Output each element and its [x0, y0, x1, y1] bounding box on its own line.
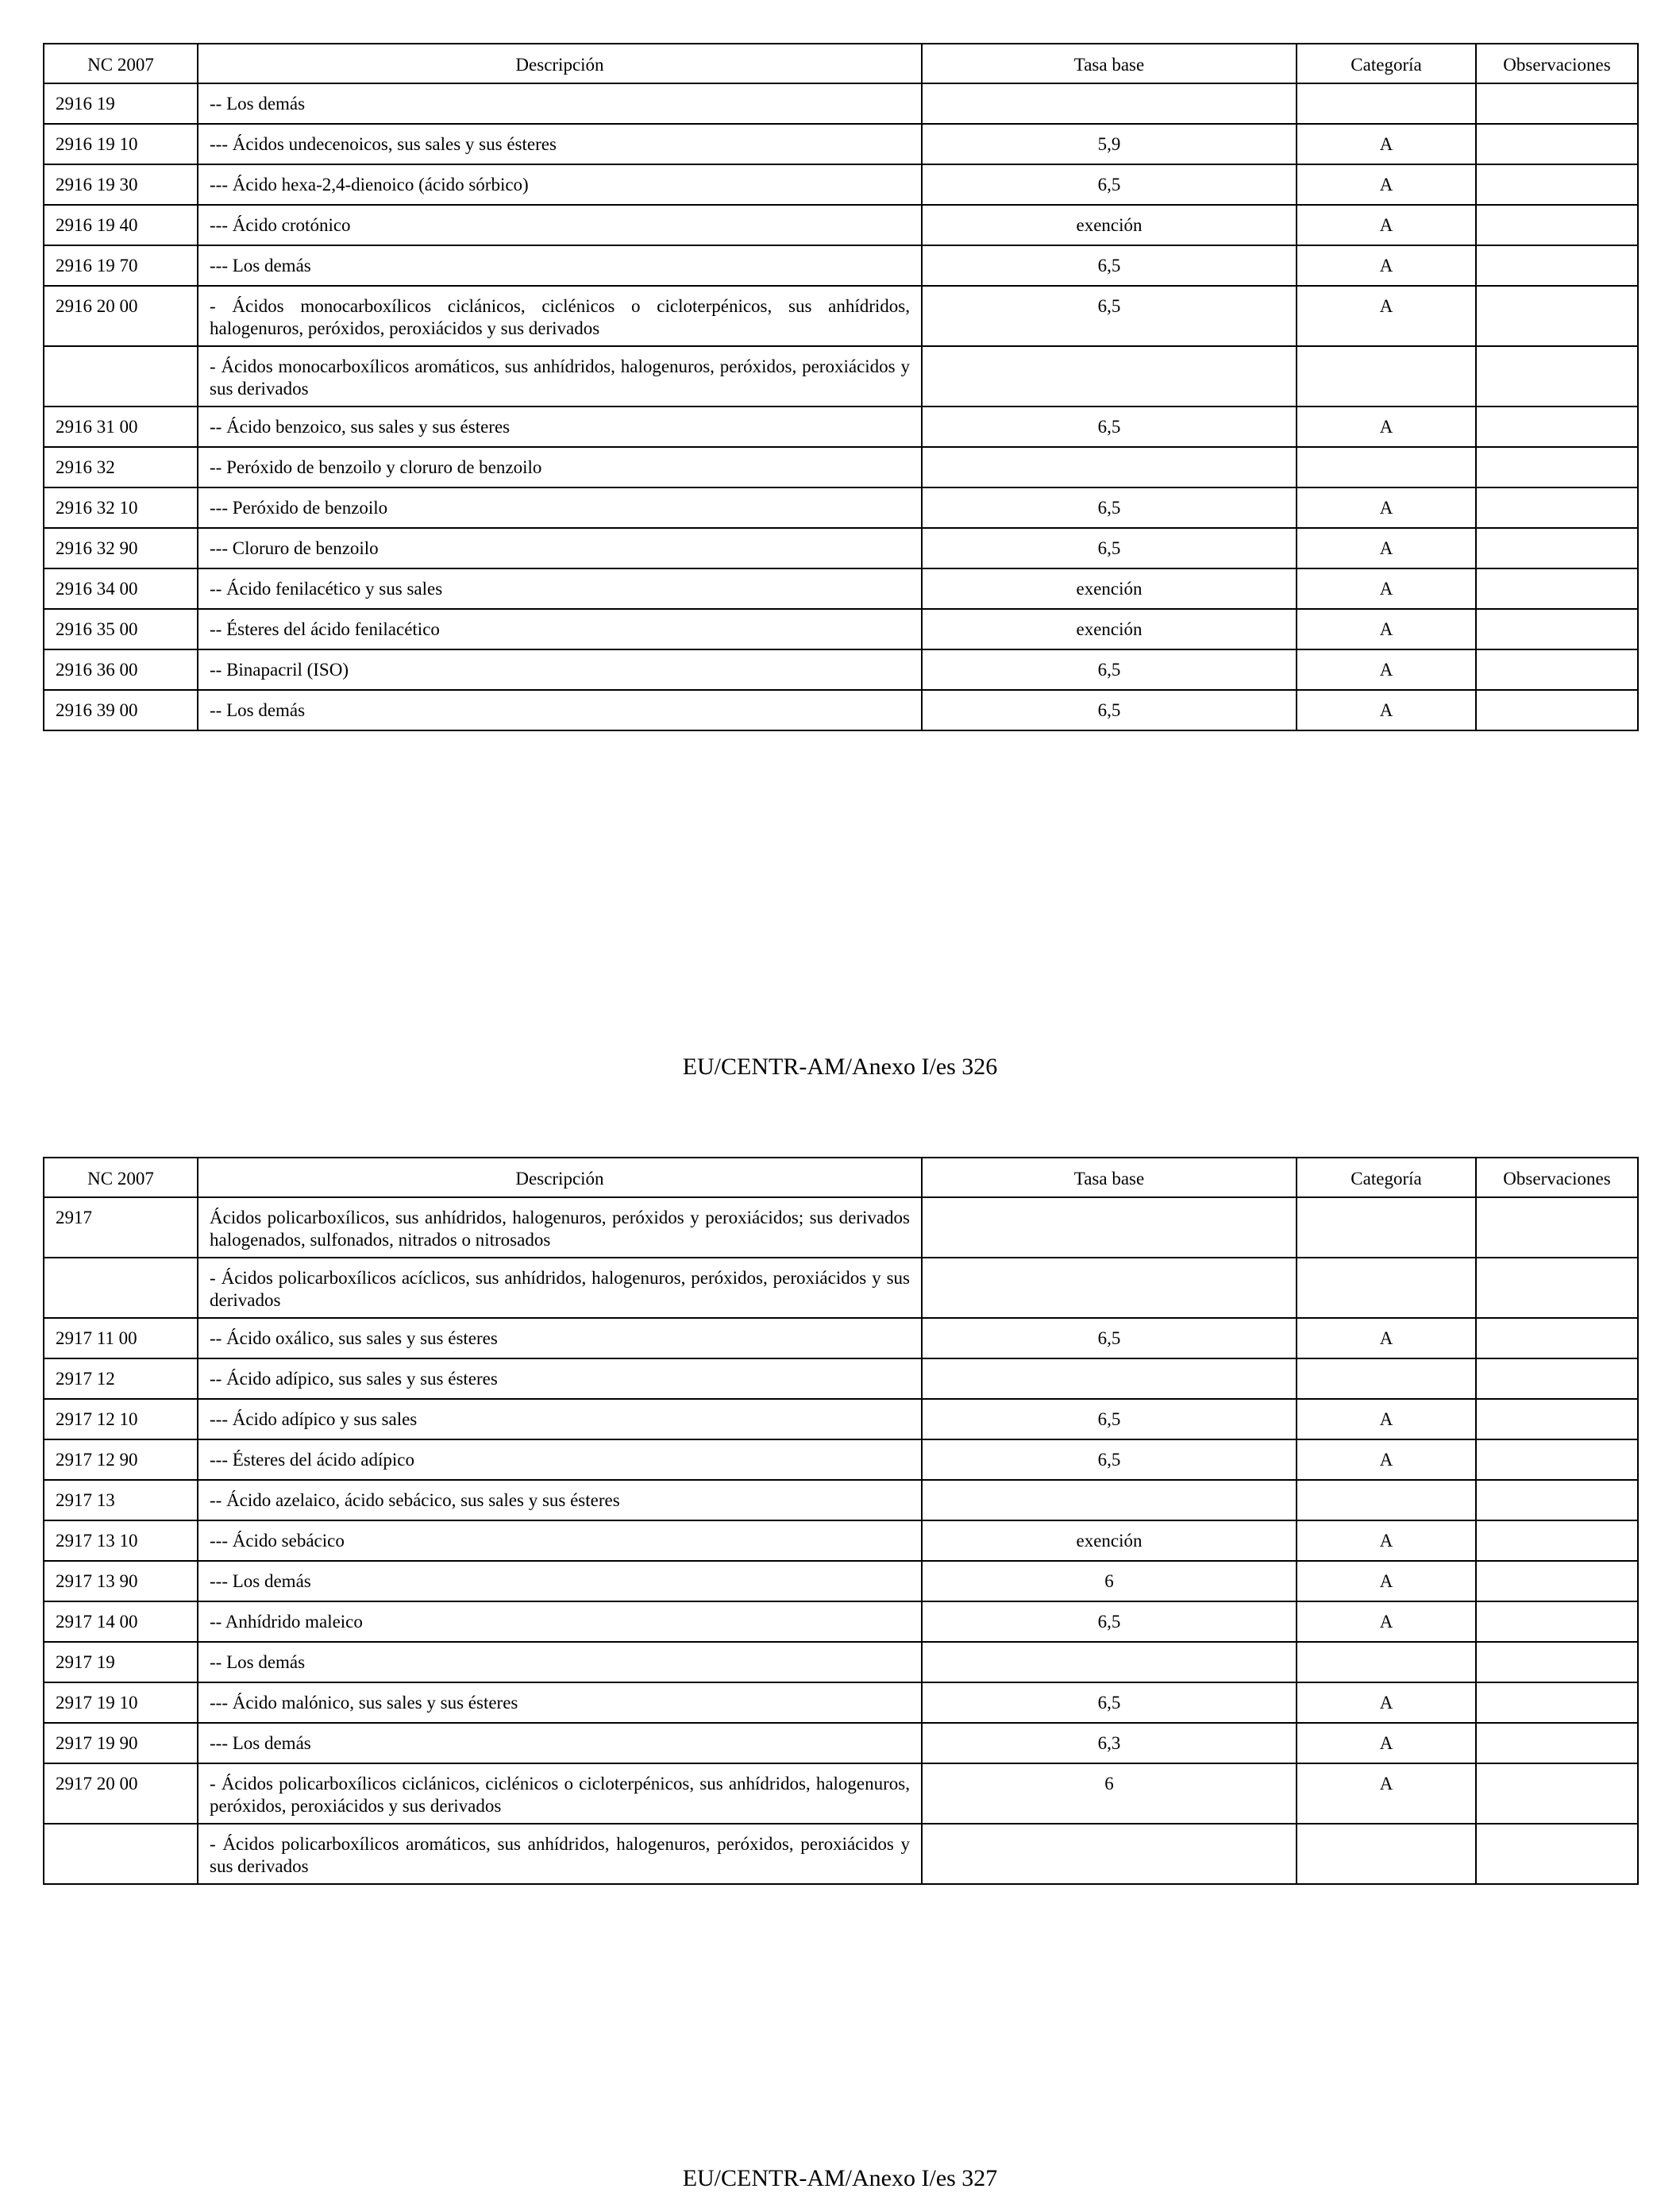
- cell-nc-code: 2916 32 90: [44, 528, 198, 568]
- cell-base-rate: 6,5: [922, 649, 1297, 690]
- table-row: [44, 1682, 1638, 1723]
- cell-nc-code: 2917 19 10: [44, 1682, 198, 1723]
- cell-description: - Ácidos monocarboxílicos aromáticos, sus anhídridos, halogenuros, peróxidos, peroxiácidos y sus derivados: [198, 346, 922, 407]
- cell-category: A: [1297, 245, 1476, 286]
- cell-base-rate: 6,3: [922, 1723, 1297, 1763]
- cell-category: A: [1297, 1318, 1476, 1358]
- header-base-rate: Tasa base: [922, 1158, 1297, 1197]
- cell-base-rate: 6,5: [922, 407, 1297, 447]
- cell-base-rate: [922, 1197, 1297, 1258]
- cell-description: -- Ácido azelaico, ácido sebácico, sus sales y sus ésteres: [198, 1480, 922, 1520]
- cell-description: --- Los demás: [198, 245, 922, 286]
- cell-observations: [1476, 1318, 1638, 1358]
- cell-base-rate: 6,5: [922, 690, 1297, 730]
- table-row: [44, 1561, 1638, 1601]
- cell-description: -- Ácido benzoico, sus sales y sus ésteres: [198, 407, 922, 447]
- cell-nc-code: 2917: [44, 1197, 198, 1258]
- cell-category: [1297, 1358, 1476, 1399]
- table-row: [44, 609, 1638, 649]
- cell-base-rate: [922, 1480, 1297, 1520]
- cell-category: A: [1297, 1399, 1476, 1439]
- cell-category: A: [1297, 164, 1476, 205]
- cell-base-rate: [922, 83, 1297, 124]
- cell-observations: [1476, 1561, 1638, 1601]
- table-row: [44, 649, 1638, 690]
- table-row: [44, 286, 1638, 346]
- header-base-rate: Tasa base: [922, 44, 1297, 83]
- table-row: [44, 487, 1638, 528]
- cell-nc-code: [44, 346, 198, 407]
- table-row: [44, 528, 1638, 568]
- cell-base-rate: exención: [922, 1520, 1297, 1561]
- cell-category: [1297, 346, 1476, 407]
- cell-base-rate: exención: [922, 609, 1297, 649]
- cell-description: -- Los demás: [198, 83, 922, 124]
- cell-observations: [1476, 1723, 1638, 1763]
- cell-description: --- Los demás: [198, 1561, 922, 1601]
- cell-base-rate: 6: [922, 1763, 1297, 1824]
- header-category: Categoría: [1297, 44, 1476, 83]
- cell-base-rate: 6,5: [922, 1601, 1297, 1642]
- cell-nc-code: 2917 12: [44, 1358, 198, 1399]
- table-header-row: [44, 1158, 1638, 1197]
- table-row: [44, 1480, 1638, 1520]
- cell-observations: [1476, 1601, 1638, 1642]
- table-row: [44, 1601, 1638, 1642]
- cell-nc-code: 2916 19 10: [44, 124, 198, 164]
- cell-nc-code: 2917 13 90: [44, 1561, 198, 1601]
- cell-observations: [1476, 1480, 1638, 1520]
- cell-description: --- Peróxido de benzoilo: [198, 487, 922, 528]
- cell-category: A: [1297, 690, 1476, 730]
- cell-description: - Ácidos policarboxílicos aromáticos, sus anhídridos, halogenuros, peróxidos, peroxiácidos y sus derivados: [198, 1824, 922, 1884]
- cell-category: [1297, 1824, 1476, 1884]
- cell-nc-code: 2917 14 00: [44, 1601, 198, 1642]
- table-row: [44, 690, 1638, 730]
- cell-category: A: [1297, 205, 1476, 245]
- table-row: [44, 164, 1638, 205]
- cell-base-rate: 6: [922, 1561, 1297, 1601]
- cell-description: -- Ácido adípico, sus sales y sus ésteres: [198, 1358, 922, 1399]
- cell-base-rate: 5,9: [922, 124, 1297, 164]
- cell-observations: [1476, 690, 1638, 730]
- cell-description: --- Ácidos undecenoicos, sus sales y sus ésteres: [198, 124, 922, 164]
- cell-base-rate: 6,5: [922, 245, 1297, 286]
- cell-observations: [1476, 286, 1638, 346]
- cell-description: --- Ácido sebácico: [198, 1520, 922, 1561]
- cell-nc-code: 2916 32: [44, 447, 198, 487]
- cell-base-rate: [922, 447, 1297, 487]
- header-category: Categoría: [1297, 1158, 1476, 1197]
- cell-nc-code: 2916 35 00: [44, 609, 198, 649]
- table-row: [44, 1763, 1638, 1824]
- cell-observations: [1476, 649, 1638, 690]
- cell-description: --- Ésteres del ácido adípico: [198, 1439, 922, 1480]
- table-body: [44, 1197, 1638, 1884]
- cell-nc-code: 2917 13 10: [44, 1520, 198, 1561]
- table-row: [44, 205, 1638, 245]
- table-row: [44, 568, 1638, 609]
- table-body: [44, 83, 1638, 730]
- cell-description: -- Peróxido de benzoilo y cloruro de benzoilo: [198, 447, 922, 487]
- cell-base-rate: 6,5: [922, 528, 1297, 568]
- header-nc: NC 2007: [44, 44, 198, 83]
- cell-nc-code: 2917 11 00: [44, 1318, 198, 1358]
- tariff-table-page-327: [43, 1157, 1639, 1885]
- cell-nc-code: 2917 13: [44, 1480, 198, 1520]
- cell-observations: [1476, 487, 1638, 528]
- cell-nc-code: 2917 12 90: [44, 1439, 198, 1480]
- cell-description: Ácidos policarboxílicos, sus anhídridos, halogenuros, peróxidos y peroxiácidos; sus derivados halogenados, sulfonados, nitrados o nitrosados: [198, 1197, 922, 1258]
- cell-description: -- Anhídrido maleico: [198, 1601, 922, 1642]
- cell-category: A: [1297, 407, 1476, 447]
- cell-nc-code: [44, 1824, 198, 1884]
- cell-nc-code: 2916 39 00: [44, 690, 198, 730]
- cell-base-rate: [922, 1824, 1297, 1884]
- cell-observations: [1476, 124, 1638, 164]
- table-row: [44, 1520, 1638, 1561]
- cell-description: --- Ácido malónico, sus sales y sus ésteres: [198, 1682, 922, 1723]
- cell-nc-code: 2917 20 00: [44, 1763, 198, 1824]
- cell-base-rate: 6,5: [922, 1439, 1297, 1480]
- header-nc: NC 2007: [44, 1158, 198, 1197]
- cell-category: [1297, 1258, 1476, 1318]
- cell-category: [1297, 83, 1476, 124]
- cell-observations: [1476, 245, 1638, 286]
- cell-category: A: [1297, 609, 1476, 649]
- cell-category: A: [1297, 568, 1476, 609]
- cell-category: A: [1297, 286, 1476, 346]
- cell-category: A: [1297, 649, 1476, 690]
- table-row: [44, 124, 1638, 164]
- header-description: Descripción: [198, 1158, 922, 1197]
- table-row: [44, 1258, 1638, 1318]
- cell-description: -- Los demás: [198, 690, 922, 730]
- header-observations: Observaciones: [1476, 1158, 1638, 1197]
- table-row: [44, 1318, 1638, 1358]
- table-row: [44, 1824, 1638, 1884]
- cell-observations: [1476, 407, 1638, 447]
- cell-nc-code: 2916 32 10: [44, 487, 198, 528]
- cell-nc-code: 2916 36 00: [44, 649, 198, 690]
- cell-category: [1297, 447, 1476, 487]
- cell-category: A: [1297, 1682, 1476, 1723]
- page-footer: EU/CENTR-AM/Anexo I/es 327: [682, 2165, 998, 2191]
- cell-observations: [1476, 346, 1638, 407]
- cell-observations: [1476, 609, 1638, 649]
- cell-base-rate: [922, 1642, 1297, 1682]
- cell-nc-code: 2916 34 00: [44, 568, 198, 609]
- cell-base-rate: exención: [922, 205, 1297, 245]
- cell-nc-code: 2917 19: [44, 1642, 198, 1682]
- cell-nc-code: 2916 19 30: [44, 164, 198, 205]
- cell-category: A: [1297, 487, 1476, 528]
- header-observations: Observaciones: [1476, 44, 1638, 83]
- cell-nc-code: 2917 19 90: [44, 1723, 198, 1763]
- cell-description: - Ácidos policarboxílicos acíclicos, sus anhídridos, halogenuros, peróxidos, peroxiácidos y sus derivados: [198, 1258, 922, 1318]
- cell-base-rate: exención: [922, 568, 1297, 609]
- cell-description: --- Ácido crotónico: [198, 205, 922, 245]
- table-row: [44, 1642, 1638, 1682]
- cell-category: A: [1297, 1601, 1476, 1642]
- cell-observations: [1476, 1258, 1638, 1318]
- cell-category: A: [1297, 1439, 1476, 1480]
- cell-category: A: [1297, 1723, 1476, 1763]
- cell-description: -- Ésteres del ácido fenilacético: [198, 609, 922, 649]
- table-row: [44, 346, 1638, 407]
- cell-observations: [1476, 1763, 1638, 1824]
- cell-observations: [1476, 83, 1638, 124]
- cell-base-rate: [922, 1258, 1297, 1318]
- table-row: [44, 1197, 1638, 1258]
- cell-description: - Ácidos monocarboxílicos ciclánicos, ciclénicos o cicloterpénicos, sus anhídridos, halogenuros, peróxidos, peroxiácidos y sus derivados: [198, 286, 922, 346]
- cell-observations: [1476, 1197, 1638, 1258]
- cell-category: A: [1297, 1763, 1476, 1824]
- cell-category: A: [1297, 124, 1476, 164]
- cell-observations: [1476, 568, 1638, 609]
- cell-base-rate: [922, 346, 1297, 407]
- header-description: Descripción: [198, 44, 922, 83]
- cell-base-rate: 6,5: [922, 1682, 1297, 1723]
- cell-description: --- Cloruro de benzoilo: [198, 528, 922, 568]
- cell-description: --- Los demás: [198, 1723, 922, 1763]
- cell-observations: [1476, 528, 1638, 568]
- cell-category: [1297, 1642, 1476, 1682]
- cell-observations: [1476, 1358, 1638, 1399]
- table-row: [44, 447, 1638, 487]
- page-footer: EU/CENTR-AM/Anexo I/es 326: [682, 1054, 998, 1080]
- cell-observations: [1476, 1399, 1638, 1439]
- table-header-row: [44, 44, 1638, 83]
- cell-base-rate: 6,5: [922, 1399, 1297, 1439]
- table-row: [44, 1439, 1638, 1480]
- cell-nc-code: 2916 19 70: [44, 245, 198, 286]
- table-row: [44, 1723, 1638, 1763]
- cell-nc-code: 2916 20 00: [44, 286, 198, 346]
- cell-observations: [1476, 1520, 1638, 1561]
- cell-description: -- Ácido oxálico, sus sales y sus ésteres: [198, 1318, 922, 1358]
- cell-description: --- Ácido adípico y sus sales: [198, 1399, 922, 1439]
- cell-base-rate: 6,5: [922, 286, 1297, 346]
- table-row: [44, 1399, 1638, 1439]
- cell-category: A: [1297, 1561, 1476, 1601]
- cell-nc-code: 2916 31 00: [44, 407, 198, 447]
- cell-category: A: [1297, 528, 1476, 568]
- cell-nc-code: 2917 12 10: [44, 1399, 198, 1439]
- cell-observations: [1476, 164, 1638, 205]
- cell-category: [1297, 1480, 1476, 1520]
- cell-observations: [1476, 1824, 1638, 1884]
- cell-category: A: [1297, 1520, 1476, 1561]
- cell-base-rate: [922, 1358, 1297, 1399]
- table-row: [44, 1358, 1638, 1399]
- cell-base-rate: 6,5: [922, 1318, 1297, 1358]
- cell-description: -- Binapacril (ISO): [198, 649, 922, 690]
- cell-observations: [1476, 1682, 1638, 1723]
- cell-observations: [1476, 1439, 1638, 1480]
- cell-base-rate: 6,5: [922, 164, 1297, 205]
- cell-description: -- Ácido fenilacético y sus sales: [198, 568, 922, 609]
- cell-description: -- Los demás: [198, 1642, 922, 1682]
- cell-description: - Ácidos policarboxílicos ciclánicos, ciclénicos o cicloterpénicos, sus anhídridos, halogenuros, peróxidos, peroxiácidos y sus derivados: [198, 1763, 922, 1824]
- cell-nc-code: [44, 1258, 198, 1318]
- cell-description: --- Ácido hexa-2,4-dienoico (ácido sórbico): [198, 164, 922, 205]
- cell-base-rate: 6,5: [922, 487, 1297, 528]
- cell-nc-code: 2916 19 40: [44, 205, 198, 245]
- table-row: [44, 245, 1638, 286]
- cell-category: [1297, 1197, 1476, 1258]
- tariff-table-page-326: [43, 43, 1639, 731]
- cell-observations: [1476, 1642, 1638, 1682]
- cell-observations: [1476, 205, 1638, 245]
- cell-observations: [1476, 447, 1638, 487]
- cell-nc-code: 2916 19: [44, 83, 198, 124]
- table-row: [44, 407, 1638, 447]
- table-row: [44, 83, 1638, 124]
